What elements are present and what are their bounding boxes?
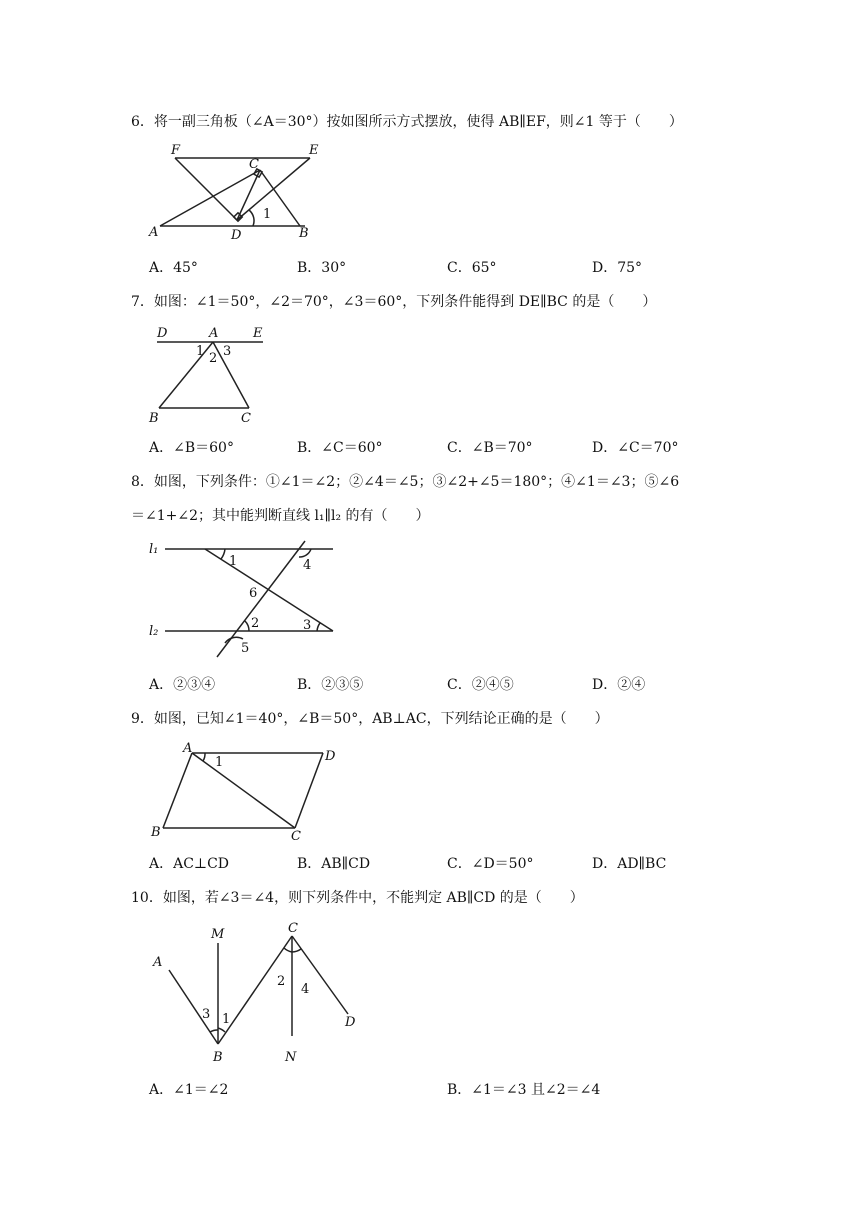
line-d-c: [237, 170, 260, 220]
q9-option-d[interactable]: D．AD∥BC: [592, 856, 667, 872]
angle-1-arc: [203, 753, 205, 761]
label-b: B: [213, 1050, 223, 1065]
question-9-stem: 9．如图，已知∠1＝40°，∠B＝50°，AB⊥AC，下列结论正确的是（ ）: [131, 711, 609, 727]
label-3: 3: [202, 1007, 211, 1022]
label-c: C: [288, 921, 298, 936]
label-n: N: [285, 1050, 297, 1065]
line-ab: [169, 970, 218, 1044]
angle-4-arc: [292, 949, 301, 952]
label-c: C: [241, 411, 251, 426]
q8-option-d[interactable]: D．②④: [592, 677, 646, 693]
label-d: D: [157, 326, 168, 341]
line-bc: [218, 936, 292, 1044]
label-4: 4: [303, 558, 312, 573]
label-1: 1: [215, 755, 224, 770]
label-a: A: [149, 225, 159, 240]
q9-option-a[interactable]: A．AC⊥CD: [149, 856, 230, 872]
label-3: 3: [303, 618, 312, 633]
q8-option-b[interactable]: B．②③⑤: [297, 677, 364, 693]
line-a-c: [160, 170, 260, 226]
q6-option-a[interactable]: A．45°: [149, 260, 198, 276]
label-b: B: [299, 226, 309, 241]
angle-3-arc: [210, 1030, 218, 1032]
label-d: D: [345, 1015, 356, 1030]
line-cd: [292, 936, 348, 1014]
line-ab: [159, 342, 213, 408]
label-f: F: [171, 143, 181, 158]
question-8-figure: [145, 535, 340, 660]
q6-option-b[interactable]: B．30°: [297, 260, 347, 276]
q7-option-a[interactable]: A．∠B＝60°: [149, 440, 234, 456]
question-8-stem-line2: ＝∠1+∠2；其中能判断直线 l₁∥l₂ 的有（ ）: [131, 508, 430, 524]
label-a: A: [209, 326, 219, 341]
label-1: 1: [222, 1012, 231, 1027]
line-ac: [192, 753, 295, 828]
label-c: C: [249, 157, 259, 172]
q6-option-c[interactable]: C．65°: [447, 260, 497, 276]
q7-option-b[interactable]: B．∠C＝60°: [297, 440, 383, 456]
label-2: 2: [251, 616, 260, 631]
q8-option-a[interactable]: A．②③④: [149, 677, 216, 693]
question-9-figure: [145, 738, 345, 843]
q8-option-c[interactable]: C．②④⑤: [447, 677, 514, 693]
label-l2: l₂: [149, 624, 159, 639]
label-d: D: [231, 228, 242, 243]
question-10-figure: [145, 918, 365, 1070]
angle-1-arc: [249, 210, 254, 226]
q7-option-d[interactable]: D．∠C＝70°: [592, 440, 679, 456]
angle-2-arc: [284, 948, 292, 952]
q9-option-b[interactable]: B．AB∥CD: [297, 856, 371, 872]
q10-option-a[interactable]: A．∠1＝∠2: [149, 1082, 229, 1098]
label-1: 1: [229, 554, 238, 569]
label-4: 4: [301, 982, 310, 997]
line-dc: [295, 753, 323, 828]
label-c: C: [291, 829, 301, 843]
label-1: 1: [263, 207, 272, 222]
label-b: B: [151, 825, 161, 840]
angle-4-arc: [299, 549, 311, 557]
question-7-figure: [145, 322, 275, 427]
line-ab: [163, 753, 192, 828]
line-f-d: [175, 158, 237, 220]
question-7-stem: 7．如图：∠1＝50°，∠2＝70°，∠3＝60°，下列条件能得到 DE∥BC 的是（ ）: [131, 294, 657, 310]
question-6-stem: 6．将一副三角板（∠A＝30°）按如图所示方式摆放，使得 AB∥EF，则∠1 等于（ ）: [131, 114, 683, 130]
label-e: E: [309, 143, 319, 158]
angle-1-arc: [218, 1028, 225, 1032]
q9-option-c[interactable]: C．∠D＝50°: [447, 856, 534, 872]
label-l1: l₁: [149, 542, 159, 557]
q6-option-d[interactable]: D．75°: [592, 260, 643, 276]
angle-1-arc: [221, 549, 225, 559]
label-1: 1: [196, 344, 205, 359]
transversal-1: [205, 549, 333, 631]
angle-3-arc: [317, 623, 320, 631]
label-2: 2: [277, 974, 286, 989]
angle-2-arc: [245, 621, 249, 631]
question-8-stem-line1: 8．如图，下列条件：①∠1＝∠2；②∠4＝∠5；③∠2+∠5＝180°；④∠1＝∠3；⑤∠6: [131, 474, 680, 490]
label-d: D: [325, 749, 336, 764]
q10-option-b[interactable]: B．∠1＝∠3 且∠2＝∠4: [447, 1082, 601, 1098]
question-10-stem: 10．如图，若∠3＝∠4，则下列条件中，不能判定 AB∥CD 的是（ ）: [131, 890, 584, 906]
q7-option-c[interactable]: C．∠B＝70°: [447, 440, 533, 456]
label-b: B: [149, 411, 159, 426]
label-3: 3: [223, 344, 232, 359]
label-a: A: [183, 741, 193, 756]
label-m: M: [211, 927, 225, 942]
label-5: 5: [241, 641, 250, 656]
label-a: A: [153, 955, 163, 970]
question-6-figure: [145, 140, 330, 245]
label-2: 2: [209, 351, 218, 366]
label-e: E: [253, 326, 263, 341]
label-6: 6: [249, 586, 258, 601]
